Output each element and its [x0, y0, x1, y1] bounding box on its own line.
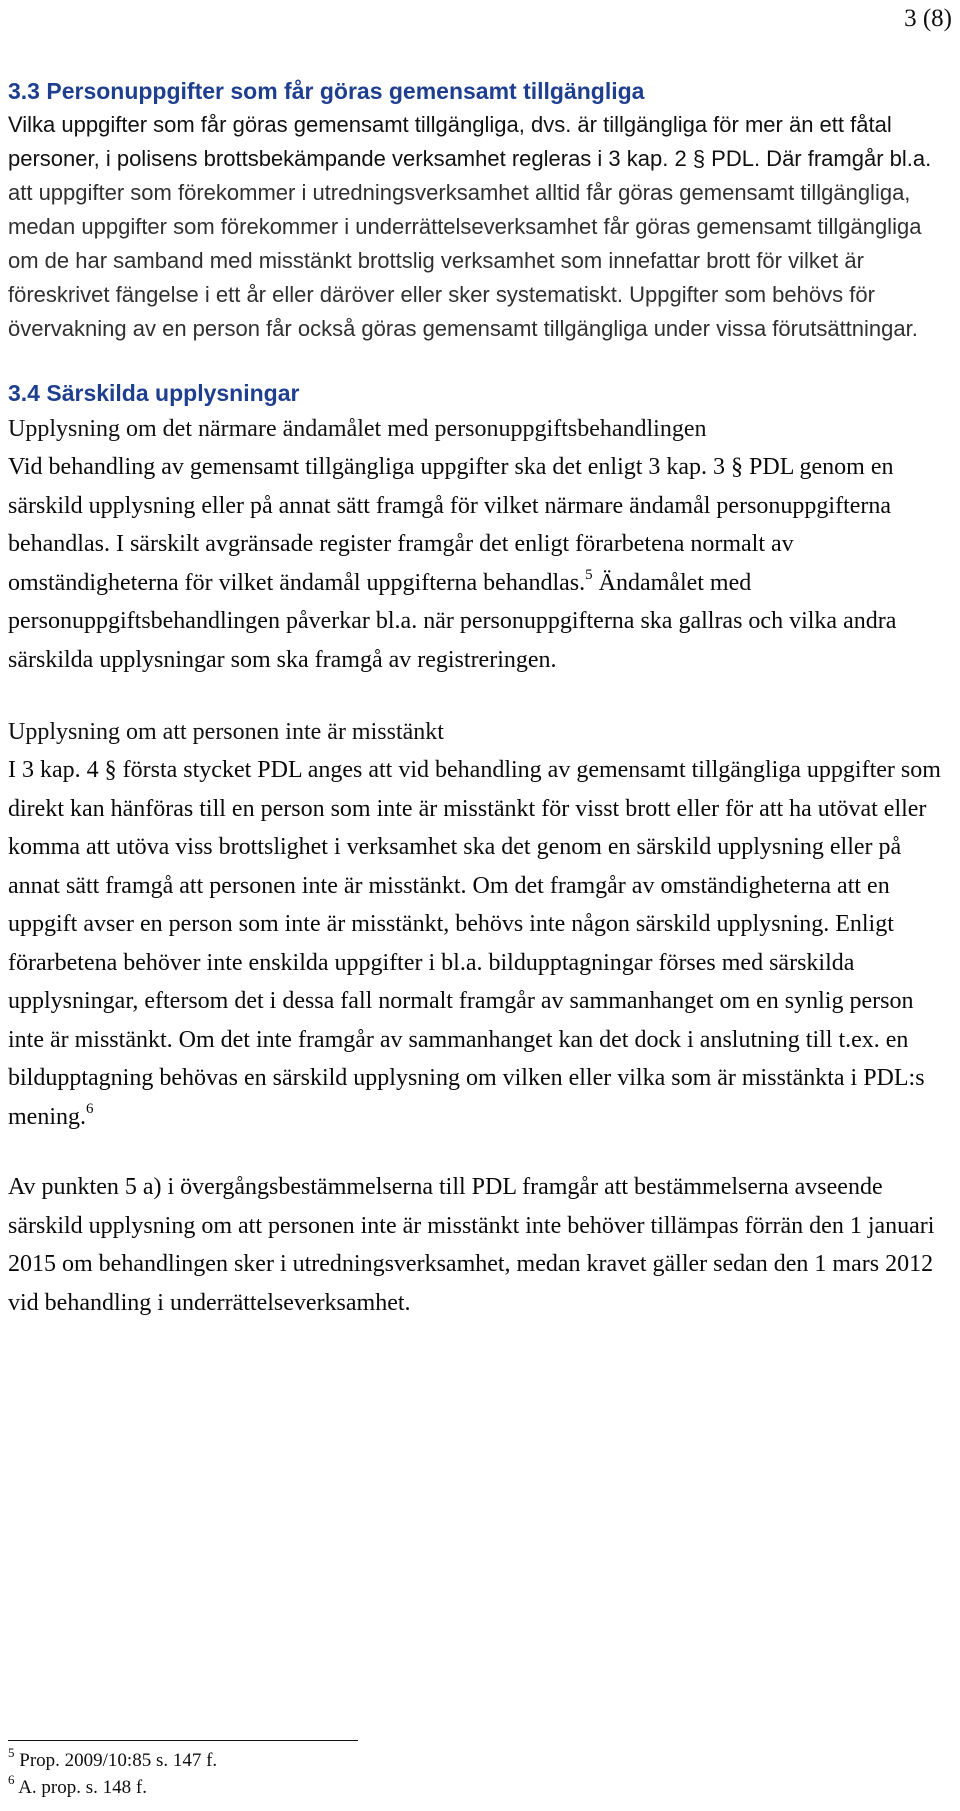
subheading-purpose: Upplysning om det närmare ändamålet med personuppgiftsbehandlingen	[8, 416, 707, 442]
footnote-6: $^6$ A. prop. s. 148 f.	[8, 1772, 147, 1798]
footnote-ref-6: 6	[86, 1100, 94, 1117]
paragraph-purpose: Vid behandling av gemensamt tillgängliga uppgifter ska det enligt 3 kap. 3 § PDL genom en särskild upplysning eller på annat sätt framgå för vilket närmare ändamål personuppgifterna behandlas. I särskilt avgränsade register framgår det enligt förarbetena normalt av omständigheterna för vilket ändamål uppgifterna behandlas.$^5$ Ändamålet med personuppgiftsbehandlingen påverkar bl.a. när personuppgifterna ska gallras och vilka andra särskilda upplysningar som ska framgå av registreringen.	[8, 454, 897, 673]
subheading-not-suspected: Upplysning om att personen inte är misstänkt	[8, 719, 444, 745]
section-heading-3-4: 3.4 Särskilda upplysningar	[8, 380, 300, 406]
footnote-5: $^5$ Prop. 2009/10:85 s. 147 f.	[8, 1745, 218, 1771]
section-3-3-intro: Vilka uppgifter som får göras gemensamt tillgängliga, dvs. är tillgängliga för mer än ett fåtal personer, i polisens brottsbekämpande verksamhet regleras i 3 kap. 2 § PDL. Där framgår bl.a. att uppgifter som förekommer i utredningsverksamhet alltid får göras gemensamt tillgängliga, medan uppgifter som förekommer i underrättelseverksamhet får göras gemensamt tillgängliga om de har samband med misstänkt brottslig verksamhet som innefattar brott för vilket är föreskrivet fängelse i ett år eller däröver eller sker systematiskt. Uppgifter som behövs för övervakning av en person får också göras gemensamt tillgängliga under vissa förutsättningar.	[8, 112, 932, 341]
paragraph-not-suspected: I 3 kap. 4 § första stycket PDL anges att vid behandling av gemensamt tillgängliga uppgifter som direkt kan hänföras till en person som inte är misstänkt för visst brott eller för att ha utövat eller komma att utöva viss brottslighet i verksamhet ska det genom en särskild upplysning eller på annat sätt framgå att personen inte är misstänkt. Om det framgår av omständigheterna att en uppgift avser en person som inte är misstänkt, behövs inte någon särskild upplysning. Enligt förarbetena behöver inte enskilda uppgifter i bl.a. bildupptagningar förses med särskilda upplysningar, eftersom det i dessa fall normalt framgår av sammanhanget om en synlig person inte är misstänkt. Om det inte framgår av sammanhanget kan det dock i anslutning till t.ex. en bildupptagning behövas en särskild upplysning om vilken eller vilka som är misstänkta i PDL:s mening.$^6$	[8, 757, 941, 1130]
footnote-ref-5: 5	[585, 566, 593, 583]
section-heading-3-3: 3.3 Personuppgifter som får göras gemensamt tillgängliga	[8, 78, 645, 104]
page-number: 3 (8)	[904, 5, 952, 32]
section-3-3-body: att uppgifter som förekommer i utredningsverksamhet alltid får göras gemensamt tillgängliga, medan uppgifter som förekommer i underrättelseverksamhet får göras gemensamt tillgängliga om de har samband med misstänkt brottslig verksamhet som innefattar brott för vilket är föreskrivet fängelse i ett år eller däröver eller sker systematiskt. Uppgifter som behövs för övervakning av en person får också göras gemensamt tillgängliga under vissa förutsättningar.	[8, 180, 922, 341]
footnote-separator	[8, 1740, 358, 1741]
footnotes	[8, 1740, 508, 1801]
document-body	[8, 74, 953, 1322]
paragraph-transitional-provisions: Av punkten 5 a) i övergångsbestämmelserna till PDL framgår att bestämmelserna avseende särskild upplysning om att personen inte är misstänkt inte behöver tillämpas förrän den 1 januari 2015 om behandlingen sker i utredningsverksamhet, medan kravet gäller sedan den 1 mars 2012 vid behandling i underrättelseverksamhet.	[8, 1174, 935, 1316]
